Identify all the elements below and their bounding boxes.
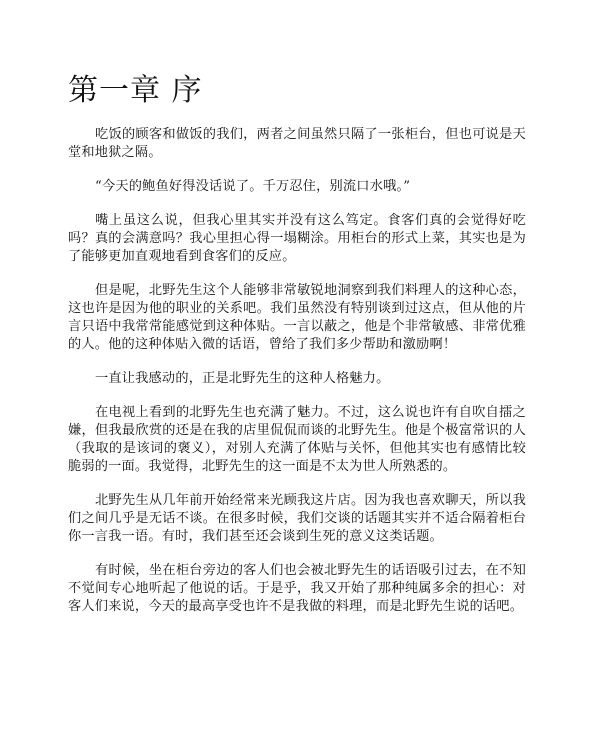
paragraph: 吃饭的顾客和做饭的我们，两者之间虽然只隔了一张柜台，但也可说是天堂和地狱之隔。 bbox=[68, 127, 526, 160]
chapter-body bbox=[68, 126, 526, 632]
paragraph: 嘴上虽这么说，但我心里其实并没有这么笃定。食客们真的会觉得好吃吗？真的会满意吗？我心里担心得一塌糊涂。用柜台的形式上菜，其实也是为了能够更加直观地看到食客们的反应。 bbox=[68, 213, 526, 264]
paragraph: 北野先生从几年前开始经常来光顾我这片店。因为我也喜欢聊天，所以我们之间几乎是无话不谈。在很多时候，我们交谈的话题其实并不适合隔着柜台你一言我一语。有时，我们甚至还会谈到生死的意义这类话题。 bbox=[68, 493, 526, 544]
paragraph: 一直让我感动的，正是北野先生的这种人格魅力。 bbox=[95, 371, 390, 386]
chapter-title: 第一章 序 bbox=[68, 73, 203, 108]
paragraph: 有时候，坐在柜台旁边的客人们也会被北野先生的话语吸引过去，在不知不觉间专心地听起了他说的话。于是乎，我又开始了那种纯属多余的担心：对客人们来说，今天的最高享受也许不是我做的料理，而是北野先生说的话吧。 bbox=[68, 563, 526, 614]
paragraph: “今天的鲍鱼好得没话说了。千万忍住，别流口水哦。” bbox=[95, 179, 411, 194]
paragraph: 但是呢，北野先生这个人能够非常敏锐地洞察到我们料理人的这种心态，这也许是因为他的职业的关系吧。我们虽然没有特别谈到过这点，但从他的片言只语中我常常能感觉到这种体贴。一言以蔽之，他是个非常敏感、非常优雅的人。他的这种体贴入微的话语，曾给了我们多少帮助和激励啊！ bbox=[68, 283, 526, 352]
paragraph: 在电视上看到的北野先生也充满了魅力。不过，这么说也许有自吹自擂之嫌，但我最欣赏的还是在我的店里侃侃而谈的北野先生。他是个极富常识的人（我取的是该词的褒义），对别人充满了体贴与关怀，但他其实也有感情比较脆弱的一面。我觉得，北野先生的这一面是不太为世人所熟悉的。 bbox=[68, 405, 526, 474]
